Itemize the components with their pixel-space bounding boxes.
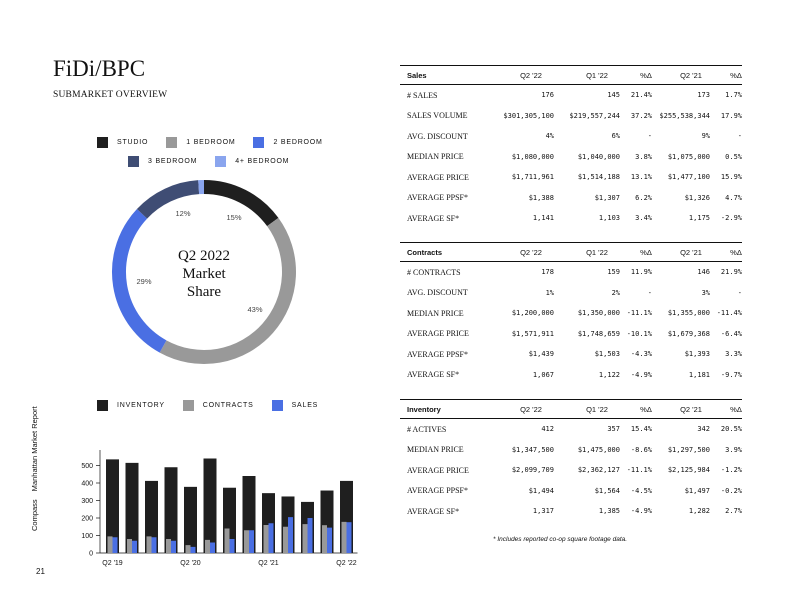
table-cell: $255,538,344 [659, 111, 710, 120]
x-tick-label: Q2 '21 [258, 560, 279, 567]
y-tick-label: 500 [81, 463, 93, 470]
table-cell: 178 [541, 268, 554, 277]
table-sales [400, 65, 742, 229]
column-header: Q1 '22 [586, 70, 608, 80]
column-header: Q2 '21 [680, 404, 702, 414]
table-cell: 4% [545, 132, 554, 141]
bar-sales [347, 522, 352, 553]
table-cell: -11.4% [716, 309, 742, 318]
table-cell: 15.4% [630, 425, 652, 434]
y-tick-label: 0 [89, 550, 93, 558]
legend-swatch [166, 137, 177, 148]
row-label: # CONTRACTS [407, 267, 461, 277]
table-cell: $1,497 [684, 486, 710, 495]
table-cell: $1,080,000 [511, 152, 554, 161]
row-label: AVERAGE PPSF* [407, 193, 468, 203]
row-label: AVG. DISCOUNT [407, 288, 468, 298]
table-cell: 9% [701, 132, 710, 141]
table-cell: 173 [697, 91, 710, 100]
table-cell: 1,122 [598, 370, 620, 379]
table-cell: 11.9% [630, 268, 652, 277]
row-label: SALES VOLUME [407, 111, 468, 121]
row-label: AVERAGE PPSF* [407, 349, 468, 359]
table-row [400, 344, 742, 365]
bar-contracts [322, 525, 327, 553]
bar-sales [191, 547, 196, 553]
table-cell: $1,711,961 [511, 173, 554, 182]
table-cell: 1,175 [688, 214, 710, 223]
bar-inventory [184, 487, 197, 553]
table-cell: $1,514,188 [577, 173, 620, 182]
table-cell: 1,103 [598, 214, 620, 223]
table-row [400, 208, 742, 229]
bar-contracts [166, 539, 171, 553]
table-cell: 1.7% [725, 91, 742, 100]
table-cell: $1,347,500 [511, 445, 554, 454]
legend-label: 3 BEDROOM [148, 158, 198, 165]
table-cell: $1,297,500 [667, 445, 710, 454]
slice-value-label: 29% [136, 277, 152, 286]
table-cell: 21.9% [720, 268, 742, 277]
column-header: %Δ [640, 404, 652, 414]
bar-sales [152, 537, 157, 553]
table-cell: $2,362,127 [577, 466, 620, 475]
table-cell: 1% [545, 288, 554, 297]
bar-contracts [244, 530, 249, 553]
table-cell: $1,475,000 [577, 445, 620, 454]
row-label: MEDIAN PRICE [407, 152, 464, 162]
table-cell: $1,388 [528, 193, 554, 202]
inventory-contracts-sales-bar-chart [60, 450, 357, 575]
table-cell: 3.9% [725, 445, 742, 454]
table-cell: $1,355,000 [667, 309, 710, 318]
page-number: 21 [36, 567, 45, 576]
market-share-donut-chart [112, 180, 296, 364]
legend-swatch [272, 400, 283, 411]
bar-contracts [127, 539, 132, 553]
bar-contracts [205, 540, 210, 553]
column-header: %Δ [730, 247, 742, 257]
legend-label: SALES [291, 402, 319, 409]
column-header: Q2 '22 [520, 247, 542, 257]
legend-item-sales [272, 400, 319, 411]
bar-contracts [186, 545, 191, 553]
table-header [400, 242, 742, 262]
bar-contracts [147, 536, 152, 553]
table-cell: 1,385 [598, 507, 620, 516]
table-cell: $1,679,368 [667, 329, 710, 338]
table-cell: $1,393 [684, 350, 710, 359]
table-cell: 3.4% [635, 214, 652, 223]
row-label: # SALES [407, 90, 438, 100]
table-cell: 357 [607, 425, 620, 434]
bar-contracts [264, 525, 269, 553]
table-row [400, 188, 742, 209]
table-cell: 6% [611, 132, 620, 141]
donut-legend-row-2 [128, 156, 307, 167]
brand-label: Compass [30, 499, 39, 531]
table-cell: $1,477,100 [667, 173, 710, 182]
table-row [400, 501, 742, 522]
table-title: Contracts [407, 247, 443, 257]
x-tick-label: Q2 '22 [336, 560, 357, 567]
table-cell: $1,494 [528, 486, 554, 495]
y-tick-label: 100 [81, 533, 93, 540]
bar-inventory [204, 459, 217, 554]
donut-slice-1-bedroom [163, 222, 289, 357]
table-cell: - [647, 132, 652, 141]
table-cell: $1,571,911 [511, 329, 554, 338]
row-label: AVERAGE SF* [407, 213, 460, 223]
table-cell: -4.3% [630, 350, 652, 359]
bar-sales [171, 541, 176, 553]
table-cell: - [647, 288, 652, 297]
table-contracts [400, 242, 742, 385]
column-header: Q1 '22 [586, 404, 608, 414]
table-cell: -10.1% [626, 329, 652, 338]
table-cell: $2,099,709 [511, 466, 554, 475]
table-cell: $1,439 [528, 350, 554, 359]
legend-item-studio [97, 137, 148, 148]
table-cell: 4.7% [725, 193, 742, 202]
legend-label: INVENTORY [117, 402, 165, 409]
bar-contracts [283, 527, 288, 553]
slice-value-label: 43% [247, 305, 263, 314]
bar-sales [249, 530, 254, 553]
table-row [400, 126, 742, 147]
table-cell: 37.2% [630, 111, 652, 120]
table-cell: 6.2% [635, 193, 652, 202]
row-label: AVERAGE SF* [407, 506, 460, 516]
table-cell: -4.9% [630, 370, 652, 379]
slice-value-label: 15% [226, 213, 242, 222]
table-cell: $301,305,100 [503, 111, 554, 120]
bar-legend [97, 400, 336, 411]
legend-label: 1 BEDROOM [186, 139, 236, 146]
row-label: AVG. DISCOUNT [407, 131, 468, 141]
bar-sales [288, 517, 293, 553]
bar-sales [113, 537, 118, 553]
slice-value-label: 12% [175, 209, 191, 218]
bar-sales [132, 541, 137, 553]
table-cell: 1,181 [688, 370, 710, 379]
legend-item-4-bedroom [215, 156, 289, 167]
legend-label: STUDIO [117, 139, 149, 146]
column-header: %Δ [640, 70, 652, 80]
table-row [400, 262, 742, 283]
legend-label: 4+ BEDROOM [235, 158, 290, 165]
table-cell: 159 [607, 268, 620, 277]
table-cell: $1,748,659 [577, 329, 620, 338]
bar-sales [230, 539, 235, 553]
bar-contracts [303, 524, 308, 553]
legend-swatch [253, 137, 264, 148]
column-header: %Δ [730, 404, 742, 414]
column-header: %Δ [640, 247, 652, 257]
table-cell: $1,350,000 [577, 309, 620, 318]
table-cell: -8.6% [630, 445, 652, 454]
y-tick-label: 200 [81, 515, 93, 523]
donut-center-title: Market [182, 266, 226, 282]
table-inventory [400, 399, 742, 522]
row-label: AVERAGE PRICE [407, 465, 469, 475]
table-row [400, 481, 742, 502]
table-cell: 3.8% [635, 152, 652, 161]
table-cell: $1,564 [594, 486, 620, 495]
y-tick-label: 400 [81, 480, 93, 488]
table-cell: -4.9% [630, 507, 652, 516]
table-cell: 0.5% [725, 152, 742, 161]
table-cell: 145 [607, 91, 620, 100]
table-cell: 2.7% [725, 507, 742, 516]
column-header: Q2 '21 [680, 70, 702, 80]
legend-swatch [97, 137, 108, 148]
table-cell: 1,317 [532, 507, 554, 516]
row-label: AVERAGE PRICE [407, 172, 469, 182]
table-row [400, 460, 742, 481]
table-row [400, 85, 742, 106]
table-row [400, 419, 742, 440]
table-cell: -9.7% [720, 370, 742, 379]
footnote: * Includes reported co-op square footage data. [493, 536, 628, 543]
donut-center-title: Q2 2022 [177, 248, 231, 264]
bar-sales [269, 523, 274, 553]
table-cell: 17.9% [720, 111, 742, 120]
table-cell: 176 [541, 91, 554, 100]
legend-item-inventory [97, 400, 165, 411]
table-cell: -4.5% [630, 486, 652, 495]
table-cell: -0.2% [720, 486, 742, 495]
bar-contracts [342, 522, 347, 553]
legend-label: CONTRACTS [202, 402, 254, 409]
table-cell: -11.1% [626, 466, 652, 475]
row-label: AVERAGE SF* [407, 370, 460, 380]
table-cell: 20.5% [720, 425, 742, 434]
table-cell: -6.4% [720, 329, 742, 338]
table-cell: 1,141 [532, 214, 554, 223]
table-row [400, 283, 742, 304]
legend-swatch [183, 400, 194, 411]
table-cell: 3.3% [725, 350, 742, 359]
table-row [400, 167, 742, 188]
x-tick-label: Q2 '19 [102, 560, 123, 567]
table-cell: 21.4% [630, 91, 652, 100]
table-cell: $219,557,244 [569, 111, 620, 120]
table-cell: $1,307 [594, 193, 620, 202]
table-cell: $2,125,984 [667, 466, 710, 475]
column-header: %Δ [730, 70, 742, 80]
table-row [400, 147, 742, 168]
donut-legend-row-1 [97, 137, 341, 148]
column-header: Q2 '22 [520, 404, 542, 414]
table-cell: 2% [611, 288, 620, 297]
legend-item-1-bedroom [166, 137, 235, 148]
table-cell: 146 [697, 268, 710, 277]
legend-item-2-bedroom [253, 137, 322, 148]
row-label: AVERAGE PRICE [407, 329, 469, 339]
bar-sales [210, 543, 215, 554]
page-title: FiDi/BPC [53, 56, 146, 81]
y-tick-label: 300 [81, 498, 93, 505]
table-cell: 15.9% [720, 173, 742, 182]
legend-swatch [97, 400, 108, 411]
table-cell: 13.1% [630, 173, 652, 182]
row-label: # ACTIVES [407, 424, 447, 434]
sidebar-label [30, 406, 39, 531]
table-row [400, 365, 742, 386]
table-title: Inventory [407, 404, 441, 414]
row-label: MEDIAN PRICE [407, 445, 464, 455]
row-label: AVERAGE PPSF* [407, 486, 468, 496]
bar-contracts [225, 529, 230, 554]
x-tick-label: Q2 '20 [180, 560, 201, 567]
table-cell: 412 [541, 425, 554, 434]
table-cell: $1,200,000 [511, 309, 554, 318]
table-header [400, 65, 742, 85]
bar-sales [308, 518, 313, 553]
table-cell: $1,075,000 [667, 152, 710, 161]
legend-swatch [215, 156, 226, 167]
table-header [400, 399, 742, 419]
table-row [400, 303, 742, 324]
table-cell: 3% [701, 288, 710, 297]
table-row [400, 106, 742, 127]
column-header: Q1 '22 [586, 247, 608, 257]
table-cell: $1,503 [594, 350, 620, 359]
page-subtitle: SUBMARKET OVERVIEW [53, 90, 168, 100]
table-cell: 342 [697, 425, 710, 434]
table-cell: -11.1% [626, 309, 652, 318]
table-cell: $1,040,000 [577, 152, 620, 161]
bar-contracts [108, 536, 113, 553]
table-cell: - [737, 132, 742, 141]
report-label: Manhattan Market Report [30, 406, 39, 492]
table-cell: -2.9% [720, 214, 742, 223]
row-label: MEDIAN PRICE [407, 308, 464, 318]
table-title: Sales [407, 70, 427, 80]
legend-item-contracts [183, 400, 254, 411]
table-cell: $1,326 [684, 193, 710, 202]
table-row [400, 440, 742, 461]
legend-label: 2 BEDROOM [273, 139, 323, 146]
table-cell: - [737, 288, 742, 297]
legend-item-3-bedroom [128, 156, 197, 167]
bar-sales [327, 528, 332, 553]
table-cell: 1,067 [532, 370, 554, 379]
table-cell: -1.2% [720, 466, 742, 475]
legend-swatch [128, 156, 139, 167]
column-header: Q2 '22 [520, 70, 542, 80]
column-header: Q2 '21 [680, 247, 702, 257]
donut-center-title: Share [186, 284, 222, 300]
table-cell: 1,282 [688, 507, 710, 516]
table-row [400, 324, 742, 345]
